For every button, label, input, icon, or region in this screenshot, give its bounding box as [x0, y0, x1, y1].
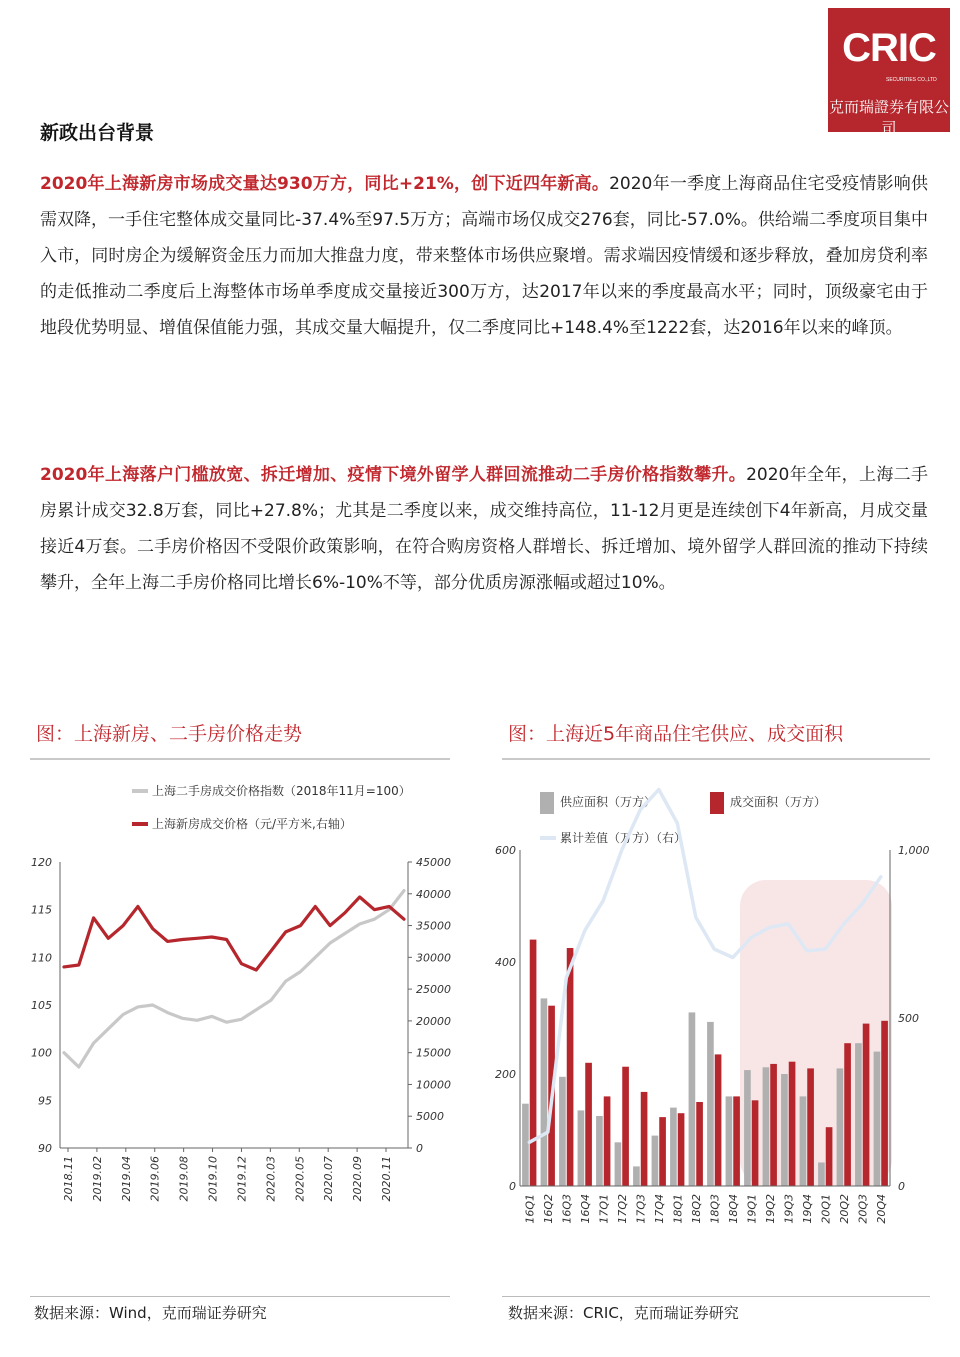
legend-second-hand-label: 上海二手房成交价格指数（2018年11月=100） — [152, 784, 411, 798]
logo-brand: CRIC — [842, 26, 936, 70]
bar-deal — [789, 1062, 796, 1186]
bar-supply — [670, 1108, 677, 1186]
section-title: 新政出台背景 — [40, 122, 155, 144]
chart1-right-tick: 45000 — [416, 856, 451, 869]
paragraph-new-home — [40, 166, 928, 346]
series-new-home-price-line — [64, 897, 404, 970]
paragraph-second-hand — [40, 457, 928, 601]
bar-deal — [641, 1092, 648, 1186]
chart2-x-tick: 19Q2 — [763, 1194, 777, 1224]
chart1-x-tick: 2020.11 — [380, 1156, 393, 1202]
bar-supply — [744, 1070, 751, 1186]
chart1-right-tick: 25000 — [416, 983, 451, 997]
bar-supply — [855, 1043, 862, 1186]
chart2-left-axis — [495, 844, 520, 1193]
chart2-right-tick: 0 — [898, 1180, 905, 1193]
chart1-x-tick: 2019.12 — [235, 1156, 249, 1202]
bar-supply — [596, 1116, 603, 1186]
legend-diff-label: 累计差值（万方）（右） — [560, 831, 687, 845]
chart1-right-tick: 40000 — [416, 887, 451, 901]
chart1-right-tick: 0 — [416, 1142, 423, 1155]
series-second-hand-index-line — [64, 891, 404, 1067]
chart1-x-tick: 2019.08 — [177, 1156, 191, 1202]
chart2-x-tick: 19Q1 — [745, 1194, 759, 1224]
bar-deal — [844, 1043, 851, 1186]
bar-supply — [800, 1096, 807, 1186]
chart2-x-tick: 17Q3 — [634, 1194, 648, 1224]
chart2-right-tick: 1,000 — [898, 844, 930, 857]
fig2-source: 数据来源：CRIC，克而瑞证券研究 — [508, 1304, 739, 1322]
chart2-right-tick: 500 — [898, 1012, 919, 1025]
chart2-x-tick: 20Q1 — [819, 1194, 833, 1224]
paragraph-second-hand-highlight: 2020年上海落户门槛放宽、拆迁增加、疫情下境外留学人群回流推动二手房价格指数攀升。 — [40, 465, 747, 485]
chart1-left-tick: 90 — [38, 1142, 52, 1155]
chart1-x-tick: 2019.06 — [148, 1156, 162, 1202]
chart1-right-tick: 5000 — [416, 1110, 444, 1124]
chart1-left-tick: 115 — [31, 903, 52, 917]
chart2-left-tick: 200 — [495, 1068, 516, 1081]
logo-tagline: SECURITIES CO.,LTD — [886, 77, 937, 83]
chart1-x-tick: 2020.09 — [351, 1156, 365, 1202]
bar-deal — [715, 1054, 722, 1186]
bar-deal — [622, 1067, 629, 1186]
chart1-left-tick: 120 — [31, 856, 52, 869]
bar-supply — [615, 1142, 622, 1186]
bar-supply — [689, 1012, 696, 1186]
fig1-title: 图：上海新房、二手房价格走势 — [36, 723, 303, 745]
chart2-x-tick: 19Q3 — [782, 1194, 796, 1224]
bar-deal — [604, 1096, 611, 1186]
chart1-right-axis — [408, 856, 451, 1155]
bar-supply — [559, 1077, 566, 1186]
cric-logo — [828, 8, 950, 137]
bar-supply — [726, 1096, 733, 1186]
chart1-x-tick: 2020.07 — [322, 1156, 336, 1202]
chart2-x-tick: 17Q4 — [652, 1194, 666, 1224]
chart2-x-tick: 18Q4 — [726, 1194, 740, 1224]
legend-deal-swatch — [710, 792, 724, 814]
bar-deal — [585, 1063, 592, 1186]
bar-supply — [633, 1166, 640, 1186]
chart1-x-tick: 2019.02 — [90, 1156, 104, 1202]
chart2-x-tick: 17Q1 — [597, 1194, 611, 1224]
chart1-x-tick: 2019.10 — [206, 1156, 220, 1202]
bar-deal — [770, 1064, 777, 1186]
chart2-left-tick: 0 — [509, 1180, 516, 1193]
fig2-title: 图：上海近5年商品住宅供应、成交面积 — [508, 723, 844, 745]
chart1-series — [64, 891, 404, 1067]
bar-deal — [659, 1117, 666, 1186]
bar-deal — [863, 1024, 870, 1186]
chart1-right-tick: 20000 — [416, 1014, 451, 1028]
logo-company: 克而瑞證券有限公司 — [828, 98, 949, 137]
chart2-x-tick: 16Q4 — [578, 1194, 592, 1224]
bar-supply — [763, 1067, 770, 1186]
chart1-left-tick: 95 — [38, 1094, 52, 1108]
bar-supply — [707, 1022, 714, 1186]
chart2-x-tick: 16Q2 — [541, 1194, 555, 1224]
bar-supply — [541, 998, 548, 1186]
bar-deal — [567, 948, 574, 1186]
paragraph-new-home-body: 2020年一季度上海商品住宅受疫情影响供需双降，一手住宅整体成交量同比-37.4%至97.5万方；高端市场仅成交276套，同比-57.0%。供给端二季度项目集中入市，同时房企为缓解资金压力而加大推盘力度，带来整体市场供应聚增。需求端因疫情缓和逐步释放，叠加房贷利率的走低推动二季度后上海整体市场单季度成交量接近300万方，达2017年以来的季度最高水平；同时，顶级豪宅由于地段优势明显、增值保值能力强，其成交量大幅提升，仅二季度同比+148.4%至1222套，达2016年以来的峰顶。 — [40, 174, 929, 338]
legend-supply-label: 供应面积（万方） — [560, 795, 657, 809]
chart2-legend — [540, 792, 826, 845]
chart2-x-tick: 19Q4 — [800, 1194, 814, 1224]
bar-supply — [781, 1074, 788, 1186]
supply-deal-chart — [480, 760, 960, 1300]
chart2-right-axis — [890, 844, 930, 1193]
chart1-left-axis — [31, 856, 60, 1155]
bar-deal — [530, 940, 537, 1186]
chart2-x-axis — [520, 1186, 890, 1224]
chart1-x-tick: 2019.04 — [119, 1156, 133, 1202]
legend-supply-swatch — [540, 792, 554, 814]
fig1-source-rule — [30, 1296, 450, 1297]
chart2-x-tick: 17Q2 — [615, 1194, 629, 1224]
chart1-left-tick: 105 — [31, 999, 52, 1012]
fig2-source-rule — [502, 1296, 930, 1297]
bar-supply — [874, 1052, 881, 1186]
bar-deal — [733, 1096, 740, 1186]
chart1-x-axis — [60, 1148, 408, 1202]
chart1-left-tick: 110 — [31, 951, 52, 965]
chart2-left-tick: 600 — [495, 844, 516, 857]
chart1-right-tick: 15000 — [416, 1046, 451, 1060]
chart1-right-tick: 35000 — [416, 919, 451, 933]
chart1-right-tick: 10000 — [416, 1078, 451, 1092]
chart1-x-tick: 2020.03 — [264, 1156, 278, 1202]
chart1-x-tick: 2020.05 — [293, 1156, 307, 1202]
bar-deal — [881, 1021, 888, 1186]
legend-deal-label: 成交面积（万方） — [730, 795, 827, 809]
bar-supply — [578, 1110, 585, 1186]
fig1-source: 数据来源：Wind，克而瑞证券研究 — [34, 1304, 267, 1322]
bar-deal — [807, 1068, 814, 1186]
chart1-left-tick: 100 — [31, 1046, 52, 1060]
bar-supply — [818, 1162, 825, 1186]
chart2-x-tick: 18Q3 — [708, 1194, 722, 1224]
bar-supply — [837, 1068, 844, 1186]
chart1-right-tick: 30000 — [416, 951, 451, 965]
chart2-x-tick: 20Q3 — [856, 1194, 870, 1224]
legend-new-home-label: 上海新房成交价格（元/平方米,右轴） — [152, 817, 352, 831]
bar-deal — [826, 1127, 833, 1186]
bar-supply — [652, 1136, 659, 1186]
chart2-x-tick: 18Q1 — [671, 1194, 685, 1224]
chart2-x-tick: 20Q2 — [837, 1194, 851, 1224]
bar-deal — [678, 1113, 685, 1186]
chart2-left-tick: 400 — [495, 956, 516, 969]
chart1-legend — [132, 783, 411, 831]
chart2-x-tick: 18Q2 — [689, 1194, 703, 1224]
price-trend-chart — [0, 760, 480, 1300]
paragraph-new-home-highlight: 2020年上海新房市场成交量达930万方，同比+21%，创下近四年新高。 — [40, 174, 610, 194]
chart2-x-tick: 20Q4 — [874, 1194, 888, 1224]
chart1-x-tick: 2018.11 — [62, 1156, 75, 1202]
bar-deal — [752, 1100, 759, 1186]
chart2-x-tick: 16Q3 — [560, 1194, 574, 1224]
chart2-x-tick: 16Q1 — [523, 1194, 537, 1224]
paragraph-second-hand-body: 2020年全年，上海二手房累计成交32.8万套，同比+27.8%；尤其是二季度以来，成交维持高位，11-12月更是连续创下4年新高，月成交量接近4万套。二手房价格因不受限价政策影响，在符合购房资格人群增长、拆迁增加、境外留学人群回流的推动下持续攀升，全年上海二手房价格同比增长6%-10%不等，部分优质房源涨幅或超过10%。 — [40, 465, 928, 593]
bar-deal — [696, 1102, 703, 1186]
bar-supply — [522, 1104, 529, 1186]
